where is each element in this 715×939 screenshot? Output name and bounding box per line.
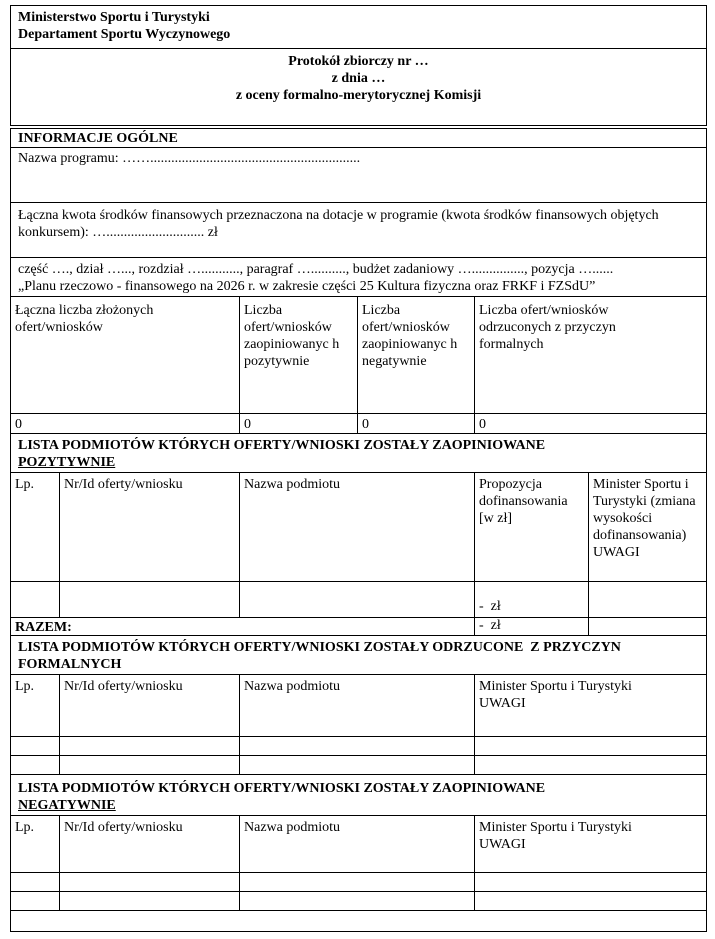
summary-col-negative: Liczba ofert/wniosków zaopiniowanyc h negatywnie	[357, 297, 474, 413]
rejected-section-heading	[10, 635, 707, 675]
total-label-cell	[11, 618, 474, 635]
cell-minister[interactable]	[474, 756, 706, 774]
cell-lp[interactable]	[11, 756, 59, 774]
col-entity-name: Nazwa podmiotu	[239, 675, 474, 736]
cell-proposal[interactable]	[474, 582, 588, 617]
ministry-name: Ministerstwo Sportu i Turystyki	[18, 10, 210, 25]
col-minister: Minister Sportu i Turystyki UWAGI	[474, 675, 706, 736]
summary-value[interactable]: 0	[474, 414, 706, 433]
negative-data-row	[10, 891, 707, 911]
cell-entity-name[interactable]	[239, 737, 474, 755]
section-title: INFORMACJE OGÓLNE	[18, 131, 178, 146]
positive-title-2: POZYTYWNIE	[18, 455, 116, 470]
cell-entity-name[interactable]	[239, 756, 474, 774]
positive-data-row	[10, 581, 707, 618]
positive-total-row	[10, 617, 707, 636]
summary-col-rejected: Liczba ofert/wniosków odrzuconych z przyczyn formalnych	[474, 297, 706, 413]
summary-col-total: Łączna liczba złożonych ofert/wniosków	[15, 303, 157, 335]
protocol-subtitle: z oceny formalno-merytorycznej Komisji	[235, 88, 482, 103]
total-funds-row	[10, 202, 707, 258]
program-name-row	[10, 147, 707, 203]
col-entity-name: Nazwa podmiotu	[239, 473, 474, 581]
protocol-title-block	[10, 48, 707, 126]
budget-plan-line: „Planu rzeczowo - finansowego na 2026 r. w zakresie części 25 Kultura fizyczna oraz FRKF i FZSdU”	[18, 279, 596, 294]
cell-offer-id[interactable]	[59, 892, 239, 910]
col-lp: Lp.	[15, 679, 35, 694]
col-minister: Minister Sportu i Turystyki (zmiana wysokości dofinansowania) UWAGI	[588, 473, 706, 581]
program-name-field[interactable]: Nazwa programu: ……............................................................	[18, 151, 361, 166]
rejected-data-row	[10, 736, 707, 756]
cell-lp[interactable]	[11, 737, 59, 755]
col-lp: Lp.	[15, 477, 35, 492]
summary-values-row	[10, 413, 707, 434]
negative-data-row	[10, 872, 707, 892]
summary-value[interactable]: 0	[15, 417, 22, 432]
positive-header-row	[10, 472, 707, 582]
col-entity-name: Nazwa podmiotu	[239, 816, 474, 872]
summary-header-row	[10, 296, 707, 414]
rejected-title-2: FORMALNYCH	[18, 657, 122, 672]
cell-offer-id[interactable]	[59, 737, 239, 755]
cell-entity-name[interactable]	[239, 892, 474, 910]
negative-title: LISTA PODMIOTÓW KTÓRYCH OFERTY/WNIOSKI ZOSTAŁY ZAOPINIOWANE	[18, 781, 546, 796]
total-funds-field[interactable]: Łączna kwota środków finansowych przeznaczona na dotacje w programie (kwota środków finansowych objętych konkursem): …............................ zł	[18, 208, 663, 240]
cell-minister[interactable]	[474, 737, 706, 755]
negative-section-heading	[10, 774, 707, 816]
cell-lp[interactable]	[11, 873, 59, 891]
total-amount-cell[interactable]	[474, 618, 588, 635]
summary-value[interactable]: 0	[239, 414, 357, 433]
col-lp: Lp.	[15, 820, 35, 835]
cell-entity-name[interactable]	[239, 873, 474, 891]
col-offer-id: Nr/Id oferty/wniosku	[59, 473, 239, 581]
ministry-header	[10, 5, 707, 49]
general-info-heading	[10, 128, 707, 148]
cell-offer-id[interactable]	[59, 756, 239, 774]
col-proposal: Propozycja dofinansowania [w zł]	[474, 473, 588, 581]
rejected-title: LISTA PODMIOTÓW KTÓRYCH OFERTY/WNIOSKI ZOSTAŁY ODRZUCONE Z PRZYCZYN	[18, 640, 621, 655]
rejected-header-row	[10, 674, 707, 737]
protocol-title: Protokół zbiorczy nr …	[288, 54, 429, 69]
summary-value[interactable]: 0	[357, 414, 474, 433]
cell-lp[interactable]	[11, 892, 59, 910]
col-offer-id: Nr/Id oferty/wniosku	[59, 675, 239, 736]
protocol-date: z dnia …	[331, 71, 386, 86]
cell-offer-id[interactable]	[59, 582, 239, 617]
cell-lp[interactable]	[11, 582, 59, 617]
cell-entity-name[interactable]	[239, 582, 474, 617]
rejected-data-row	[10, 755, 707, 775]
cell-minister[interactable]	[588, 582, 706, 617]
budget-classification-row	[10, 257, 707, 297]
negative-header-row	[10, 815, 707, 873]
cell-minister[interactable]	[474, 873, 706, 891]
total-empty-cell	[588, 618, 706, 635]
positive-title: LISTA PODMIOTÓW KTÓRYCH OFERTY/WNIOSKI ZOSTAŁY ZAOPINIOWANE	[18, 438, 546, 453]
proposal-amount: - zł	[479, 599, 501, 614]
positive-section-heading	[10, 433, 707, 473]
department-name: Departament Sportu Wyczynowego	[18, 27, 231, 42]
col-offer-id: Nr/Id oferty/wniosku	[59, 816, 239, 872]
summary-col-positive: Liczba ofert/wniosków zaopiniowanyc h pozytywnie	[239, 297, 357, 413]
budget-classification-line[interactable]: część …., dział …..., rozdział …..........., paragraf ….........., budżet zadaniowy …..............., pozycja …......	[18, 262, 614, 277]
negative-footer-row	[10, 910, 707, 932]
col-minister: Minister Sportu i Turystyki UWAGI	[474, 816, 706, 872]
cell-minister[interactable]	[474, 892, 706, 910]
cell-offer-id[interactable]	[59, 873, 239, 891]
negative-title-2: NEGATYWNIE	[18, 798, 116, 813]
total-label: RAZEM:	[15, 620, 72, 635]
total-amount: - zł	[479, 618, 501, 633]
